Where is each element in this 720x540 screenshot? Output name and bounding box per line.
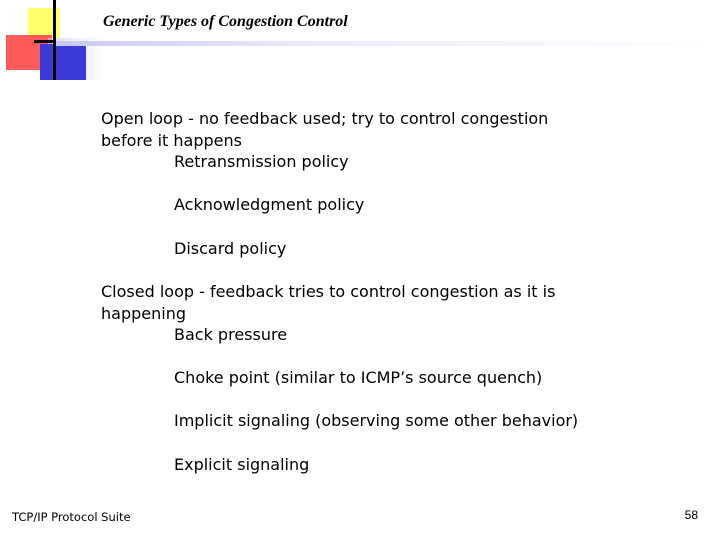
closed-loop-line1: Closed loop - feedback tries to control congestion as it is xyxy=(101,282,556,301)
closed-loop-item-implicit-signaling: Implicit signaling (observing some other behavior) xyxy=(174,411,579,430)
closed-loop-item-back-pressure: Back pressure xyxy=(174,325,288,344)
page-number: 58 xyxy=(684,508,698,522)
slide-title: Generic Types of Congestion Control xyxy=(103,13,348,30)
decor-horizontal-line xyxy=(34,40,54,43)
closed-loop-item-choke-point: Choke point (similar to ICMP’s source quench) xyxy=(174,368,543,387)
closed-loop-item-explicit-signaling: Explicit signaling xyxy=(174,455,310,474)
open-loop-item-retransmission: Retransmission policy xyxy=(174,152,349,171)
footer-source: TCP/IP Protocol Suite xyxy=(12,510,131,524)
open-loop-item-acknowledgment: Acknowledgment policy xyxy=(174,195,365,214)
closed-loop-line2: happening xyxy=(101,304,186,323)
open-loop-line2: before it happens xyxy=(101,131,242,150)
decor-blue-square xyxy=(40,44,86,80)
open-loop-line1: Open loop - no feedback used; try to control congestion xyxy=(101,109,549,128)
title-underline xyxy=(56,41,720,46)
open-loop-item-discard: Discard policy xyxy=(174,239,287,258)
